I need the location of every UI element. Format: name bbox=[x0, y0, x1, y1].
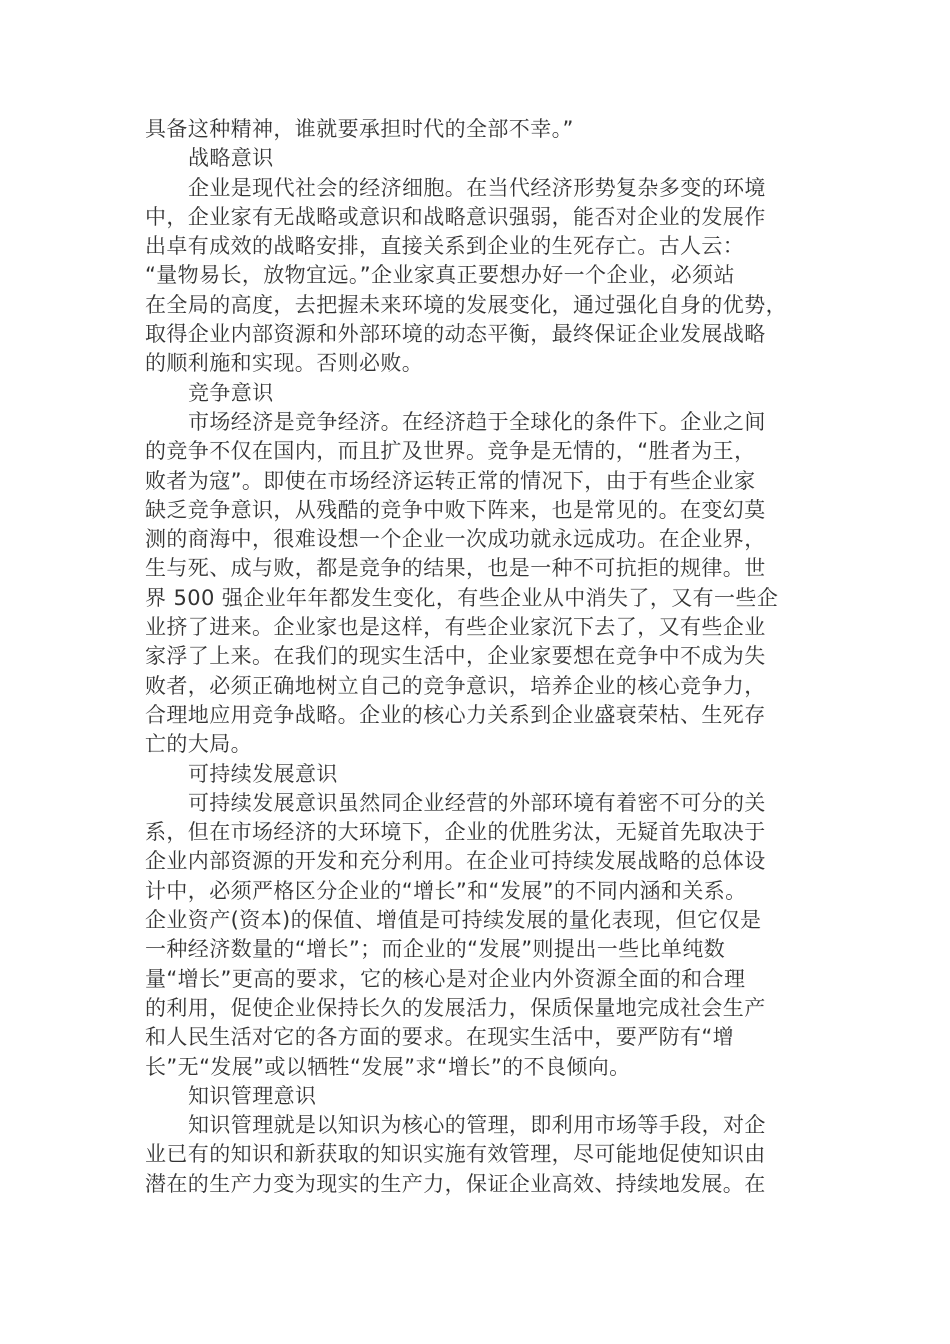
document-page bbox=[145, 115, 810, 1199]
section-heading-strategy: 战略意识 bbox=[188, 146, 274, 171]
body-line: 的顺利施和实现。否则必败。 bbox=[145, 351, 424, 376]
body-line: 业已有的知识和新获取的知识实施有效管理，尽可能地促使知识由 bbox=[145, 1142, 766, 1167]
body-line: “量物易长，放物宜远。”企业家真正要想办好一个企业，必须站 bbox=[145, 263, 735, 288]
body-line: 量“增长”更高的要求，它的核心是对企业内外资源全面的和合理 bbox=[145, 966, 746, 991]
body-line: 合理地应用竞争战略。企业的核心力关系到企业盛衰荣枯、生死存 bbox=[145, 702, 766, 727]
body-line: 潜在的生产力变为现实的生产力，保证企业高效、持续地发展。在 bbox=[145, 1171, 766, 1196]
body-line: 家浮了上来。在我们的现实生活中，企业家要想在竞争中不成为失 bbox=[145, 644, 766, 669]
body-line: 具备这种精神，谁就要承担时代的全部不幸。” bbox=[145, 117, 574, 141]
body-line: 在全局的高度，去把握未来环境的发展变化，通过强化自身的优势， bbox=[145, 292, 787, 317]
body-line: 生与死、成与败，都是竞争的结果，也是一种不可抗拒的规律。世 bbox=[145, 556, 766, 581]
body-line: 的竞争不仅在国内，而且扩及世界。竞争是无情的，“胜者为王， bbox=[145, 439, 756, 464]
section-heading-sustainability: 可持续发展意识 bbox=[188, 761, 338, 786]
body-line: 取得企业内部资源和外部环境的动态平衡，最终保证企业发展战略 bbox=[145, 322, 766, 347]
body-line: 企业内部资源的开发和充分利用。在企业可持续发展战略的总体设 bbox=[145, 849, 766, 874]
body-line: 中，企业家有无战略或意识和战略意识强弱，能否对企业的发展作 bbox=[145, 204, 766, 229]
body-line: 一种经济数量的“增长”；而企业的“发展”则提出一些比单纯数 bbox=[145, 937, 726, 962]
section-heading-knowledge-management: 知识管理意识 bbox=[188, 1083, 317, 1108]
body-line: 亡的大局。 bbox=[145, 732, 252, 757]
body-line: 缺乏竞争意识，从残酷的竞争中败下阵来，也是常见的。在变幻莫 bbox=[145, 497, 766, 522]
body-line: 败者为寇”。即使在市场经济运转正常的情况下，由于有些企业家 bbox=[145, 468, 756, 493]
body-line: 测的商海中，很难设想一个企业一次成功就永远成功。在企业界， bbox=[145, 527, 766, 552]
body-line: 计中，必须严格区分企业的“增长”和“发展”的不同内涵和关系。 bbox=[145, 878, 747, 903]
body-line: 系，但在市场经济的大环境下，企业的优胜劣汰，无疑首先取决于 bbox=[145, 820, 766, 845]
section-heading-competition: 竞争意识 bbox=[188, 380, 274, 405]
paragraph-first-line: 可持续发展意识虽然同企业经营的外部环境有着密不可分的关 bbox=[188, 790, 766, 815]
body-line: 长”无“发展”或以牺牲“发展”求“增长”的不良倾向。 bbox=[145, 1054, 631, 1079]
body-line: 出卓有成效的战略安排，直接关系到企业的生死存亡。古人云： bbox=[145, 234, 745, 259]
paragraph-first-line: 企业是现代社会的经济细胞。在当代经济形势复杂多变的环境 bbox=[188, 175, 766, 200]
body-line: 业挤了进来。企业家也是这样，有些企业家沉下去了，又有些企业 bbox=[145, 615, 766, 640]
body-line: 企业资产(资本)的保值、增值是可持续发展的量化表现，但它仅是 bbox=[145, 908, 762, 933]
body-line: 的利用，促使企业保持长久的发展活力，保质保量地完成社会生产 bbox=[145, 995, 766, 1020]
paragraph-first-line: 市场经济是竞争经济。在经济趋于全球化的条件下。企业之间 bbox=[188, 409, 766, 434]
paragraph-first-line: 知识管理就是以知识为核心的管理，即利用市场等手段，对企 bbox=[188, 1113, 766, 1138]
body-line: 界 500 强企业年年都发生变化，有些企业从中消失了，又有一些企 bbox=[145, 585, 779, 610]
body-line: 和人民生活对它的各方面的要求。在现实生活中，要严防有“增 bbox=[145, 1025, 735, 1050]
body-line: 败者，必须正确地树立自己的竞争意识，培养企业的核心竞争力， bbox=[145, 673, 766, 698]
